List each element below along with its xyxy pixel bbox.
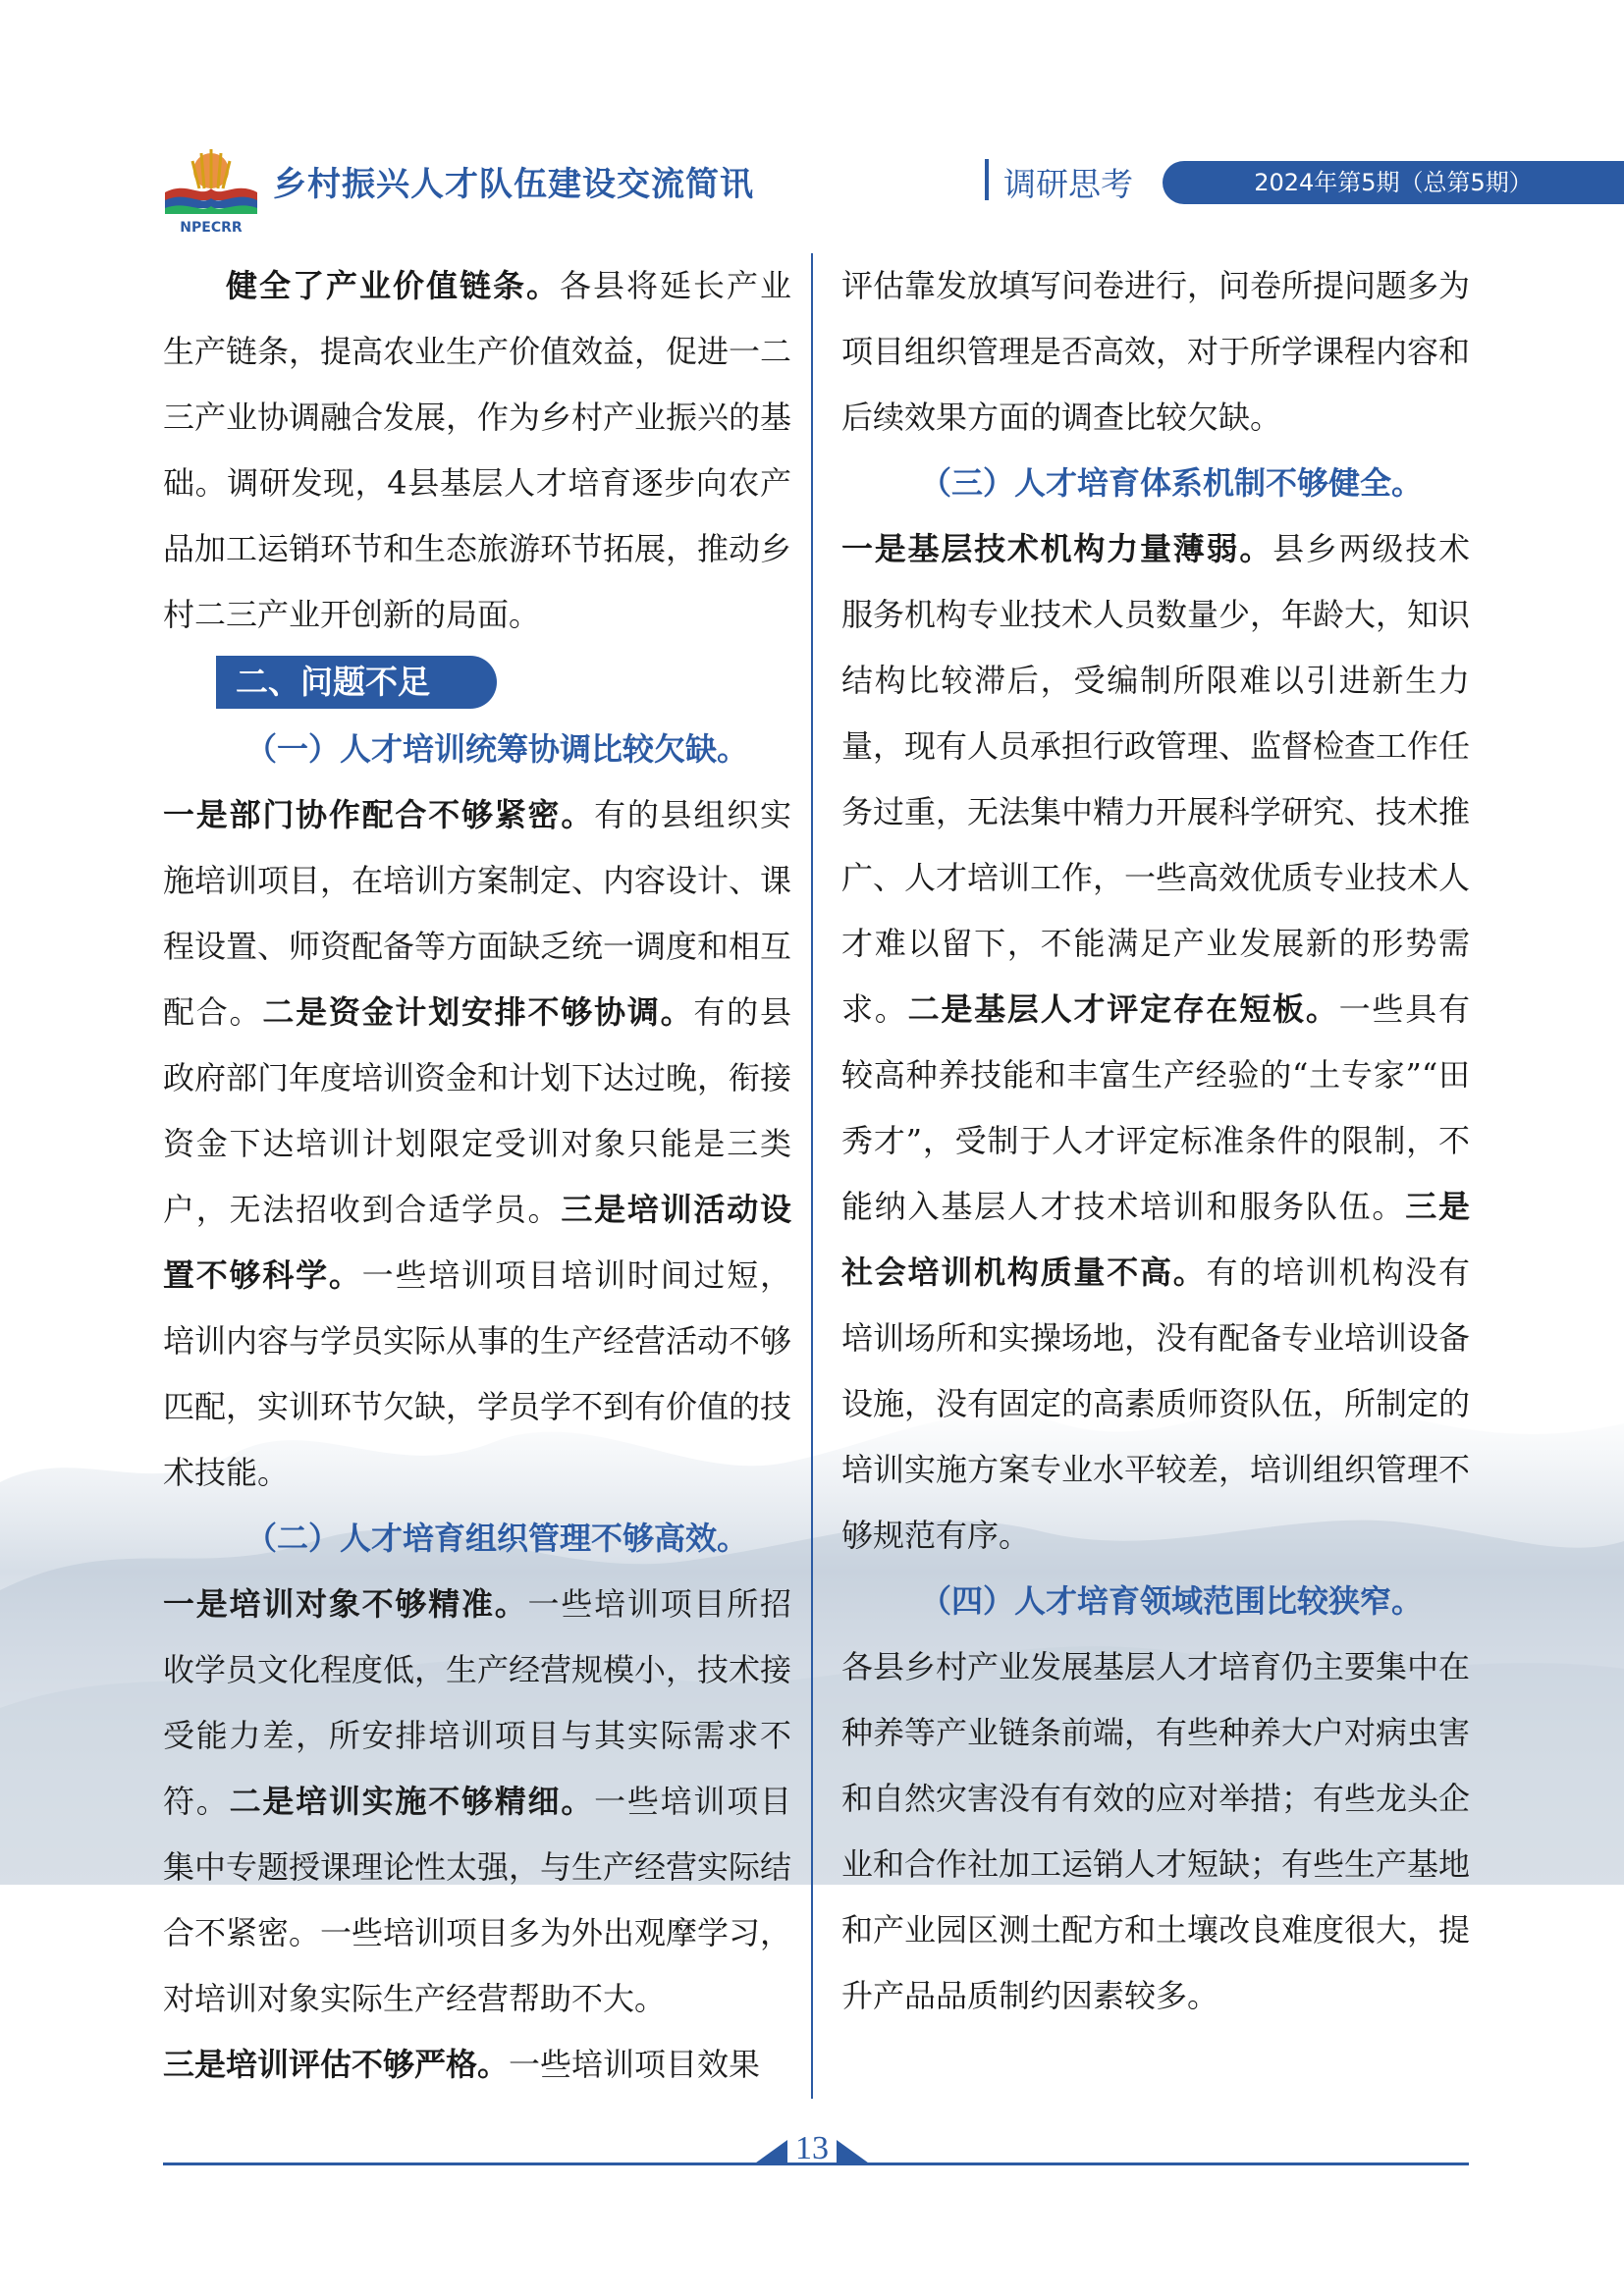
npecrr-logo	[157, 130, 265, 238]
paragraph	[841, 516, 1470, 1569]
publication-title: 乡村振兴人才队伍建设交流简讯	[273, 165, 754, 204]
paragraph: 评估靠发放填写问卷进行，问卷所提问题多为项目组织管理是否高效，对于所学课程内容和后续效果方面的调查比较欠缺。	[841, 267, 1471, 436]
paragraph-text: 各县将延长产业生产链条，提高农业生产价值效益，促进一二三产业协调融合发展，作为乡村产业振兴的基础。调研发现，4县基层人才培育逐步向农产品加工运销环节和生态旅游环节拓展，推动乡村二三产业开创新的局面。	[163, 267, 792, 633]
bold-lead: 健全了产业价值链条。	[226, 267, 560, 304]
paragraph-text: 一些培训项目培训时间过短，培训内容与学员实际从事的生产经营活动不够匹配，实训环节欠缺，学员学不到有价值的技术技能。	[163, 1256, 792, 1491]
subheading: （二）人才培育组织管理不够高效。	[245, 1520, 749, 1557]
bold-lead: 二是基层人才评定存在短板。	[907, 990, 1339, 1028]
footer-left-triangle-icon	[752, 2140, 787, 2165]
subheading: （四）人才培育领域范围比较狭窄。	[920, 1582, 1424, 1620]
bold-lead: 三是社会培训机构质量不高。	[841, 1188, 1470, 1291]
right-column	[841, 253, 1470, 2029]
section-heading-wrap	[163, 648, 791, 717]
paragraph-text: 一些培训项目效果	[509, 2046, 761, 2083]
bold-lead: 三是培训评估不够严格。	[163, 2046, 510, 2083]
paragraph-text: 一些具有较高种养技能和丰富生产经验的“土专家”“田秀才”，受制于人才评定标准条件的限制，不能纳入基层人才技术培训和服务队伍。	[841, 990, 1470, 1225]
paragraph-text: 有的培训机构没有培训场所和实操场地，没有配备专业培训设备设施，没有固定的高素质师资队伍，所制定的培训实施方案专业水平较差，培训组织管理不够规范有序。	[841, 1254, 1471, 1554]
subheading: （三）人才培育体系机制不够健全。	[920, 464, 1424, 502]
paragraph	[163, 1572, 791, 2098]
paragraph	[163, 253, 791, 648]
footer-right-triangle-icon	[837, 2140, 872, 2165]
column-divider	[811, 253, 813, 2099]
section-heading: 二、问题不足	[216, 656, 497, 709]
section-label: 调研思考	[1003, 165, 1133, 203]
paragraph-text: 有的县政府部门年度培训资金和计划下达过晚，衔接资金下达培训计划限定受训对象只能是三类户，无法招收到合适学员。	[163, 993, 792, 1228]
header-separator	[985, 159, 989, 200]
paragraph: 各县乡村产业发展基层人才培育仍主要集中在种养等产业链条前端，有些种养大户对病虫害和自然灾害没有有效的应对举措；有些龙头企业和合作社加工运销人才短缺；有些生产基地和产业园区测土配方和土壤改良难度很大，提升产品品质制约因素较多。	[841, 1648, 1471, 2014]
bold-lead: 二是培训实施不够精细。	[229, 1783, 595, 1820]
subheading: （一）人才培训统筹协调比较欠缺。	[245, 730, 749, 768]
bold-lead: 二是资金计划安排不够协调。	[262, 993, 694, 1031]
page-number: 13	[795, 2130, 829, 2166]
issue-label: 2024年第5期（总第5期）	[1163, 161, 1624, 204]
paragraph-text: 有的县组织实施培训项目，在培训方案制定、内容设计、课程设置、师资配备等方面缺乏统一调度和相互配合。	[163, 796, 792, 1031]
left-column	[163, 253, 791, 2098]
bold-lead: 一是基层技术机构力量薄弱。	[841, 530, 1273, 567]
paragraph-text: 县乡两级技术服务机构专业技术人员数量少，年龄大，知识结构比较滞后，受编制所限难以引进新生力量，现有人员承担行政管理、监督检查工作任务过重，无法集中精力开展科学研究、技术推广、人才培训工作，一些高效优质专业技术人才难以留下，不能满足产业发展新的形势需求。	[841, 530, 1471, 1028]
bold-lead: 一是培训对象不够精准。	[163, 1585, 528, 1623]
paragraph-text: 一些培训项目所招收学员文化程度低，生产经营规模小，技术接受能力差，所安排培训项目与其实际需求不符。	[163, 1585, 792, 1820]
paragraph-text: 一些培训项目集中专题授课理论性太强，与生产经营实际结合不紧密。一些培训项目多为外出观摩学习，对培训对象实际生产经营帮助不大。	[163, 1783, 792, 2017]
page-header	[157, 130, 1533, 238]
paragraph	[163, 782, 791, 1506]
bold-lead: 一是部门协作配合不够紧密。	[163, 796, 595, 833]
bold-lead: 三是培训活动设置不够科学。	[163, 1191, 791, 1294]
logo-text: NPECRR	[180, 220, 243, 236]
